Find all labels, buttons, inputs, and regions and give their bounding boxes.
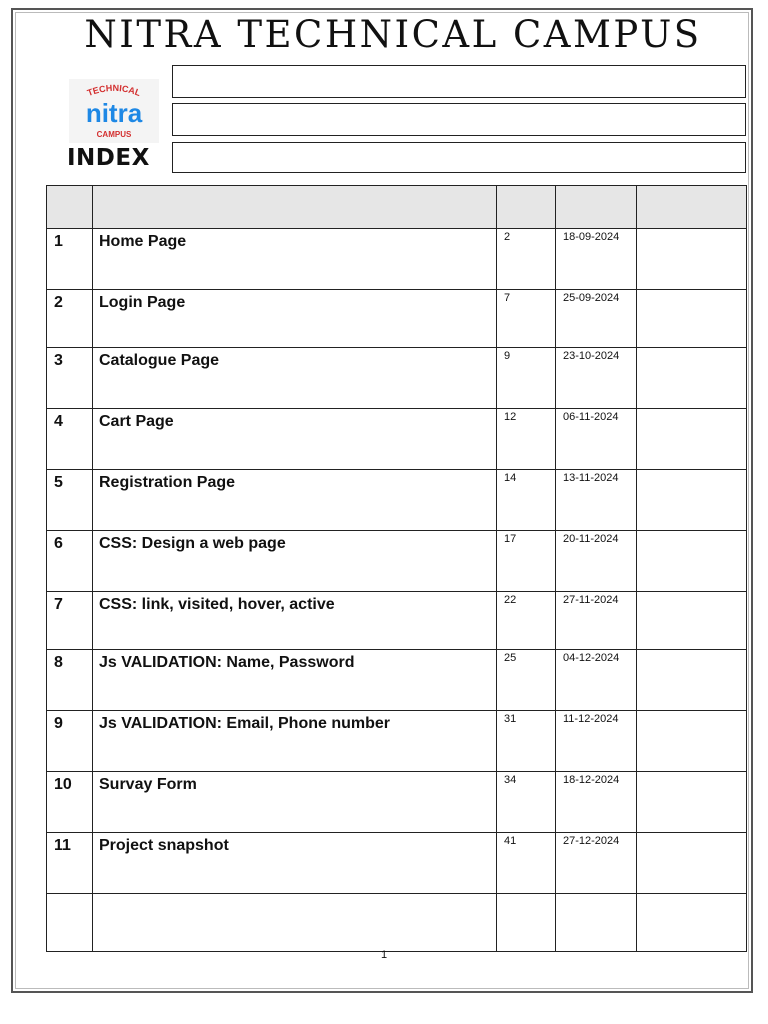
row-date: 18-09-2024 (556, 229, 637, 290)
row-number: 4 (47, 409, 93, 470)
header-cell-name (93, 186, 497, 229)
row-number: 10 (47, 772, 93, 833)
row-date: 20-11-2024 (556, 531, 637, 592)
empty-cell (47, 894, 93, 952)
nitra-logo (69, 79, 159, 143)
table-row-empty (47, 894, 747, 952)
info-box-2 (172, 103, 746, 136)
table-row (47, 650, 747, 711)
row-signature (637, 470, 747, 531)
nitra-logo-graphic (69, 79, 159, 143)
row-date: 27-12-2024 (556, 833, 637, 894)
page-number: 1 (380, 949, 388, 961)
table-row (47, 470, 747, 531)
row-signature (637, 833, 747, 894)
header-cell-page (497, 186, 556, 229)
row-number: 7 (47, 592, 93, 650)
row-page: 2 (497, 229, 556, 290)
row-number: 11 (47, 833, 93, 894)
row-signature (637, 229, 747, 290)
table-row (47, 229, 747, 290)
row-title: Project snapshot (93, 833, 497, 894)
row-date: 27-11-2024 (556, 592, 637, 650)
info-box-1 (172, 65, 746, 98)
info-box-3 (172, 142, 746, 173)
row-date: 11-12-2024 (556, 711, 637, 772)
table-row (47, 290, 747, 348)
table-row (47, 409, 747, 470)
row-page: 14 (497, 470, 556, 531)
row-title: Registration Page (93, 470, 497, 531)
row-title: Survay Form (93, 772, 497, 833)
row-page: 25 (497, 650, 556, 711)
row-signature (637, 531, 747, 592)
row-signature (637, 409, 747, 470)
table-header-row (47, 186, 747, 229)
table-row (47, 348, 747, 409)
row-title: Catalogue Page (93, 348, 497, 409)
row-number: 8 (47, 650, 93, 711)
table-row (47, 531, 747, 592)
row-title: CSS: Design a web page (93, 531, 497, 592)
empty-cell (93, 894, 497, 952)
row-signature (637, 348, 747, 409)
row-page: 41 (497, 833, 556, 894)
row-number: 5 (47, 470, 93, 531)
table-row (47, 592, 747, 650)
table-row (47, 711, 747, 772)
row-signature (637, 711, 747, 772)
row-signature (637, 290, 747, 348)
table-row (47, 772, 747, 833)
index-heading: INDEX (67, 145, 150, 171)
index-table (46, 185, 747, 952)
table-row (47, 833, 747, 894)
row-title: Js VALIDATION: Name, Password (93, 650, 497, 711)
row-title: Js VALIDATION: Email, Phone number (93, 711, 497, 772)
row-page: 7 (497, 290, 556, 348)
row-page: 22 (497, 592, 556, 650)
empty-cell (556, 894, 637, 952)
row-page: 12 (497, 409, 556, 470)
row-signature (637, 772, 747, 833)
header-cell-sign (637, 186, 747, 229)
header-cell-no (47, 186, 93, 229)
empty-cell (497, 894, 556, 952)
row-date: 18-12-2024 (556, 772, 637, 833)
row-signature (637, 592, 747, 650)
logo-bottom-text: CAMPUS (96, 130, 132, 139)
row-date: 23-10-2024 (556, 348, 637, 409)
row-date: 13-11-2024 (556, 470, 637, 531)
logo-main-text: nitra (85, 98, 143, 128)
logo-top-text: TECHNICAL (85, 82, 143, 99)
empty-cell (637, 894, 747, 952)
row-title: CSS: link, visited, hover, active (93, 592, 497, 650)
row-page: 17 (497, 531, 556, 592)
row-number: 9 (47, 711, 93, 772)
row-number: 3 (47, 348, 93, 409)
row-page: 34 (497, 772, 556, 833)
row-page: 31 (497, 711, 556, 772)
row-page: 9 (497, 348, 556, 409)
row-number: 6 (47, 531, 93, 592)
page-title: NITRA TECHNICAL CAMPUS (84, 13, 702, 56)
row-date: 25-09-2024 (556, 290, 637, 348)
row-date: 06-11-2024 (556, 409, 637, 470)
row-number: 1 (47, 229, 93, 290)
row-signature (637, 650, 747, 711)
row-title: Login Page (93, 290, 497, 348)
header-cell-date (556, 186, 637, 229)
row-date: 04-12-2024 (556, 650, 637, 711)
row-number: 2 (47, 290, 93, 348)
row-title: Cart Page (93, 409, 497, 470)
row-title: Home Page (93, 229, 497, 290)
